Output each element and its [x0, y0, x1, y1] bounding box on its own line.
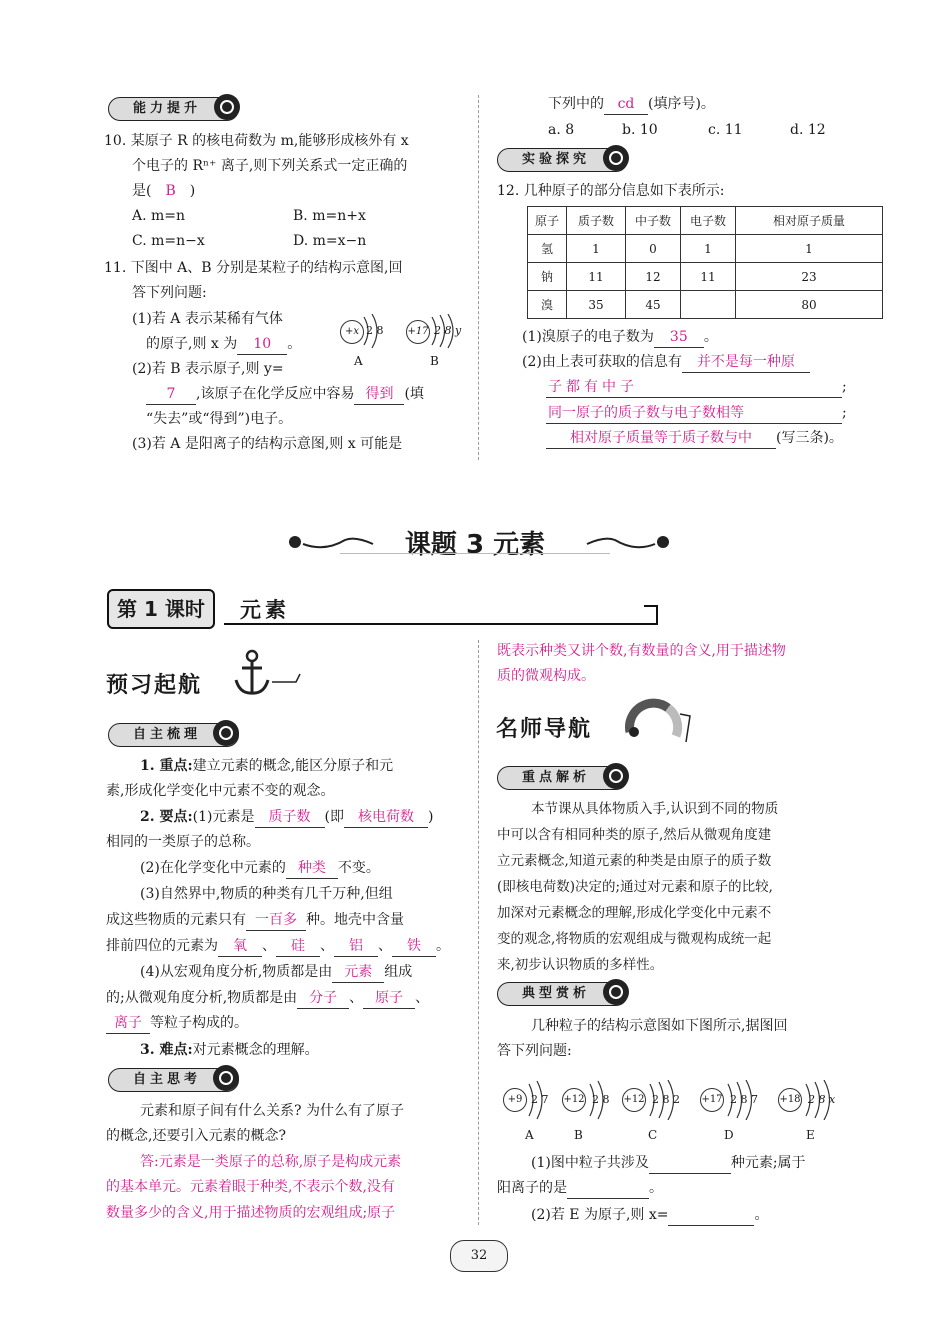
atom-diagram-b: +17 2 8 y B — [404, 314, 466, 364]
atom-diagram-e-a: +9 2 7 A — [503, 1080, 563, 1146]
blank-cation[interactable] — [567, 1178, 649, 1199]
q11-p3-answer: cd — [604, 94, 648, 115]
key-analysis-line: 立元素概念,知道元素的种类是由原子的质子数 — [497, 853, 772, 869]
q12-p1-answer: 35 — [654, 327, 704, 348]
q12-title: 12. 几种原子的部分信息如下表所示: — [497, 183, 725, 199]
key-analysis-line: (即核电荷数)决定的;通过对元素和原子的比较, — [497, 879, 773, 895]
example-q1: (1)图中粒子共涉及 种元素;属于 — [531, 1153, 806, 1174]
answer-type: 种类 — [286, 858, 338, 879]
option-d: d. 12 — [790, 122, 826, 138]
atom-info-table — [527, 206, 883, 319]
key-analysis-line: 来,初步认识物质的多样性。 — [497, 957, 664, 973]
q11-p3: (3)若 A 是阳离子的结构示意图,则 x 可能是 — [132, 436, 403, 452]
column-divider-top — [478, 95, 479, 460]
think-question-1: 元素和原子间有什么关系? 为什么有了原子 — [140, 1103, 404, 1119]
q12-p2-answer1b: 子都有中子 — [546, 377, 842, 398]
answer-proton-number: 质子数 — [255, 807, 325, 828]
think-answer-1: 答:元素是一类原子的总称,原子是构成元素 — [140, 1154, 402, 1170]
q12-p2-answer3: 相对原子质量等于质子数与中 — [546, 428, 776, 449]
q11-p1a: (1)若 A 表示某稀有气体 — [132, 311, 283, 327]
q10-option-b: B. m=n+x — [293, 208, 366, 224]
atom-diagram-e-b: +12 2 8 B — [562, 1080, 622, 1146]
anchor-icon — [232, 648, 312, 698]
key-point-1-cont: 素,形成化学变化中元素不变的观念。 — [106, 783, 335, 799]
key-point-2c-elements: 排前四位的元素为 氧 、 硅 、 铝 、 铁 。 — [106, 936, 450, 957]
magnifier-lens-icon — [219, 726, 233, 740]
ability-badge: 能力提升 — [108, 97, 239, 121]
q10-option-a: A. m=n — [132, 208, 186, 224]
table-header: 中子数 — [626, 207, 681, 235]
magnifier-lens-icon — [609, 151, 623, 165]
think-answer-2: 的基本单元。元素着眼于种类,不表示个数,没有 — [106, 1179, 395, 1195]
q12-p2-answer2: 同一原子的质子数与电子数相等 — [546, 403, 842, 424]
self-think-badge: 自主思考 — [108, 1068, 239, 1092]
q11-p2-answer2: 得到 — [354, 384, 404, 405]
column-divider-bottom — [478, 640, 479, 1225]
atom-diagram-e-e: +18 2 8 x E — [778, 1080, 852, 1146]
blank-element-count[interactable] — [649, 1153, 731, 1174]
q11-p2b: 7 ,该原子在化学反应中容易 得到 (填 — [146, 384, 424, 405]
key-point-2-cont: 相同的一类原子的总称。 — [106, 834, 260, 850]
answer-nuclear-charge: 核电荷数 — [344, 807, 428, 828]
table-row: 钠 11 12 11 23 — [528, 263, 883, 291]
key-analysis-badge: 重点解析 — [497, 766, 628, 790]
title-underline — [340, 553, 610, 554]
gauge-icon — [624, 696, 694, 752]
think-answer-5: 质的微观构成。 — [497, 668, 595, 684]
right-swirl-icon — [585, 530, 675, 554]
example-line1: 几种粒子的结构示意图如下图所示,据图回 — [531, 1018, 788, 1034]
q12-p2-line2: 子都有中子 ; — [546, 377, 847, 398]
key-point-2c-cont: 成这些物质的元素只有 一百多 种。地壳中含量 — [106, 910, 404, 931]
option-c: c. 11 — [708, 122, 743, 138]
q12-p2-answer1a: 并不是每一种原 — [682, 352, 810, 373]
q10-line3: 是( B ) — [132, 183, 196, 199]
atom-diagram-e-c: +12 2 8 2 C — [622, 1080, 692, 1146]
experiment-badge: 实验探究 — [497, 148, 628, 172]
answer-element: 元素 — [332, 962, 384, 983]
example-badge: 典型赏析 — [497, 982, 628, 1006]
option-a: a. 8 — [548, 122, 575, 138]
atom-diagram-e-d: +17 2 8 7 D — [700, 1080, 770, 1146]
section-title: 课题 3 元素 — [404, 530, 546, 560]
option-b: b. 10 — [622, 122, 658, 138]
preview-banner: 预习起航 — [106, 673, 203, 698]
table-header: 质子数 — [567, 207, 626, 235]
example-line2: 答下列问题: — [497, 1043, 572, 1059]
q11-p2-answer1: 7 — [146, 384, 196, 405]
q11-p2a: (2)若 B 表示原子,则 y= — [132, 361, 284, 377]
magnifier-lens-icon — [220, 100, 234, 114]
key-point-2c: (3)自然界中,物质的种类有几千万种,但组 — [140, 886, 393, 902]
q11-line2: 答下列问题: — [132, 285, 207, 301]
lesson-underline — [224, 623, 658, 625]
key-analysis-line: 加深对元素概念的理解,形成化学变化中元素不 — [497, 905, 772, 921]
q10-answer: B — [165, 183, 176, 199]
q11-p1b: 的原子,则 x 为 10 。 — [146, 334, 301, 355]
q10-line1: 10. 某原子 R 的核电荷数为 m,能够形成核外有 x — [104, 133, 409, 149]
table-header: 相对原子质量 — [736, 207, 883, 235]
key-analysis-line: 本节课从具体物质入手,认识到不同的物质 — [531, 801, 779, 817]
key-point-2d-end: 离子 等粒子构成的。 — [106, 1013, 248, 1034]
magnifier-lens-icon — [609, 985, 623, 999]
answer-hundred: 一百多 — [246, 910, 306, 931]
q10-option-c: C. m=n−x — [132, 233, 205, 249]
q10-line2: 个电子的 Rⁿ⁺ 离子,则下列关系式一定正确的 — [132, 158, 408, 174]
q10-option-d: D. m=x−n — [293, 233, 367, 249]
page-number: 32 — [450, 1240, 508, 1272]
lesson-corner — [644, 605, 658, 625]
magnifier-lens-icon — [219, 1071, 233, 1085]
lesson-label: 第 1 课时 — [107, 589, 215, 629]
key-analysis-line: 变的观念,将物质的宏观组成与微观构成统一起 — [497, 931, 772, 947]
self-review-badge: 自主梳理 — [108, 723, 239, 747]
table-row: 氢 1 0 1 1 — [528, 235, 883, 263]
atom-diagram-a: +x 2 8 A — [338, 314, 388, 364]
table-row: 溴 35 45 80 — [528, 291, 883, 319]
q11-p1-answer: 10 — [237, 334, 287, 355]
example-q2: (2)若 E 为原子,则 x= 。 — [531, 1205, 768, 1226]
key-analysis-line: 中可以含有相同种类的原子,然后从微观角度建 — [497, 827, 772, 843]
key-point-2d: (4)从宏观角度分析,物质都是由 元素 组成 — [140, 962, 412, 983]
lesson-name: 元素 — [240, 598, 290, 622]
teacher-guide-banner: 名师导航 — [496, 717, 593, 742]
table-header-row — [528, 207, 883, 235]
q12-p1: (1)溴原子的电子数为 35 。 — [522, 327, 718, 348]
q12-p2-line3: 同一原子的质子数与电子数相等 ; — [546, 403, 847, 424]
key-point-1: 1. 重点:建立元素的概念,能区分原子和元 — [140, 758, 394, 774]
blank-x-value[interactable] — [668, 1205, 754, 1226]
think-answer-4: 既表示种类又讲个数,有数量的含义,用于描述物 — [497, 643, 786, 659]
key-point-2d-cont: 的;从微观角度分析,物质都是由 分子 、 原子 、 — [106, 988, 429, 1009]
q12-p2: (2)由上表可获取的信息有 并不是每一种原 — [522, 352, 810, 373]
table-header: 电子数 — [681, 207, 736, 235]
q11-continued: 下列中的 cd (填序号)。 — [548, 94, 715, 115]
q11-p2c: “失去”或“得到”)电子。 — [146, 411, 293, 427]
key-point-2b: (2)在化学变化中元素的 种类 不变。 — [140, 858, 380, 879]
table-header: 原子 — [528, 207, 567, 235]
think-question-2: 的概念,还要引入元素的概念? — [106, 1128, 286, 1144]
q11-line1: 11. 下图中 A、B 分别是某粒子的结构示意图,回 — [104, 260, 403, 276]
example-q1-l2: 阳离子的是 。 — [497, 1178, 663, 1199]
key-point-3: 3. 难点:对元素概念的理解。 — [140, 1042, 319, 1058]
magnifier-lens-icon — [609, 769, 623, 783]
key-point-2: 2. 要点:(1)元素是 质子数 (即 核电荷数 ) — [140, 807, 433, 828]
think-answer-3: 数量多少的含义,用于描述物质的宏观组成;原子 — [106, 1205, 396, 1221]
q12-p2-line4: 相对原子质量等于质子数与中 (写三条)。 — [546, 428, 843, 449]
